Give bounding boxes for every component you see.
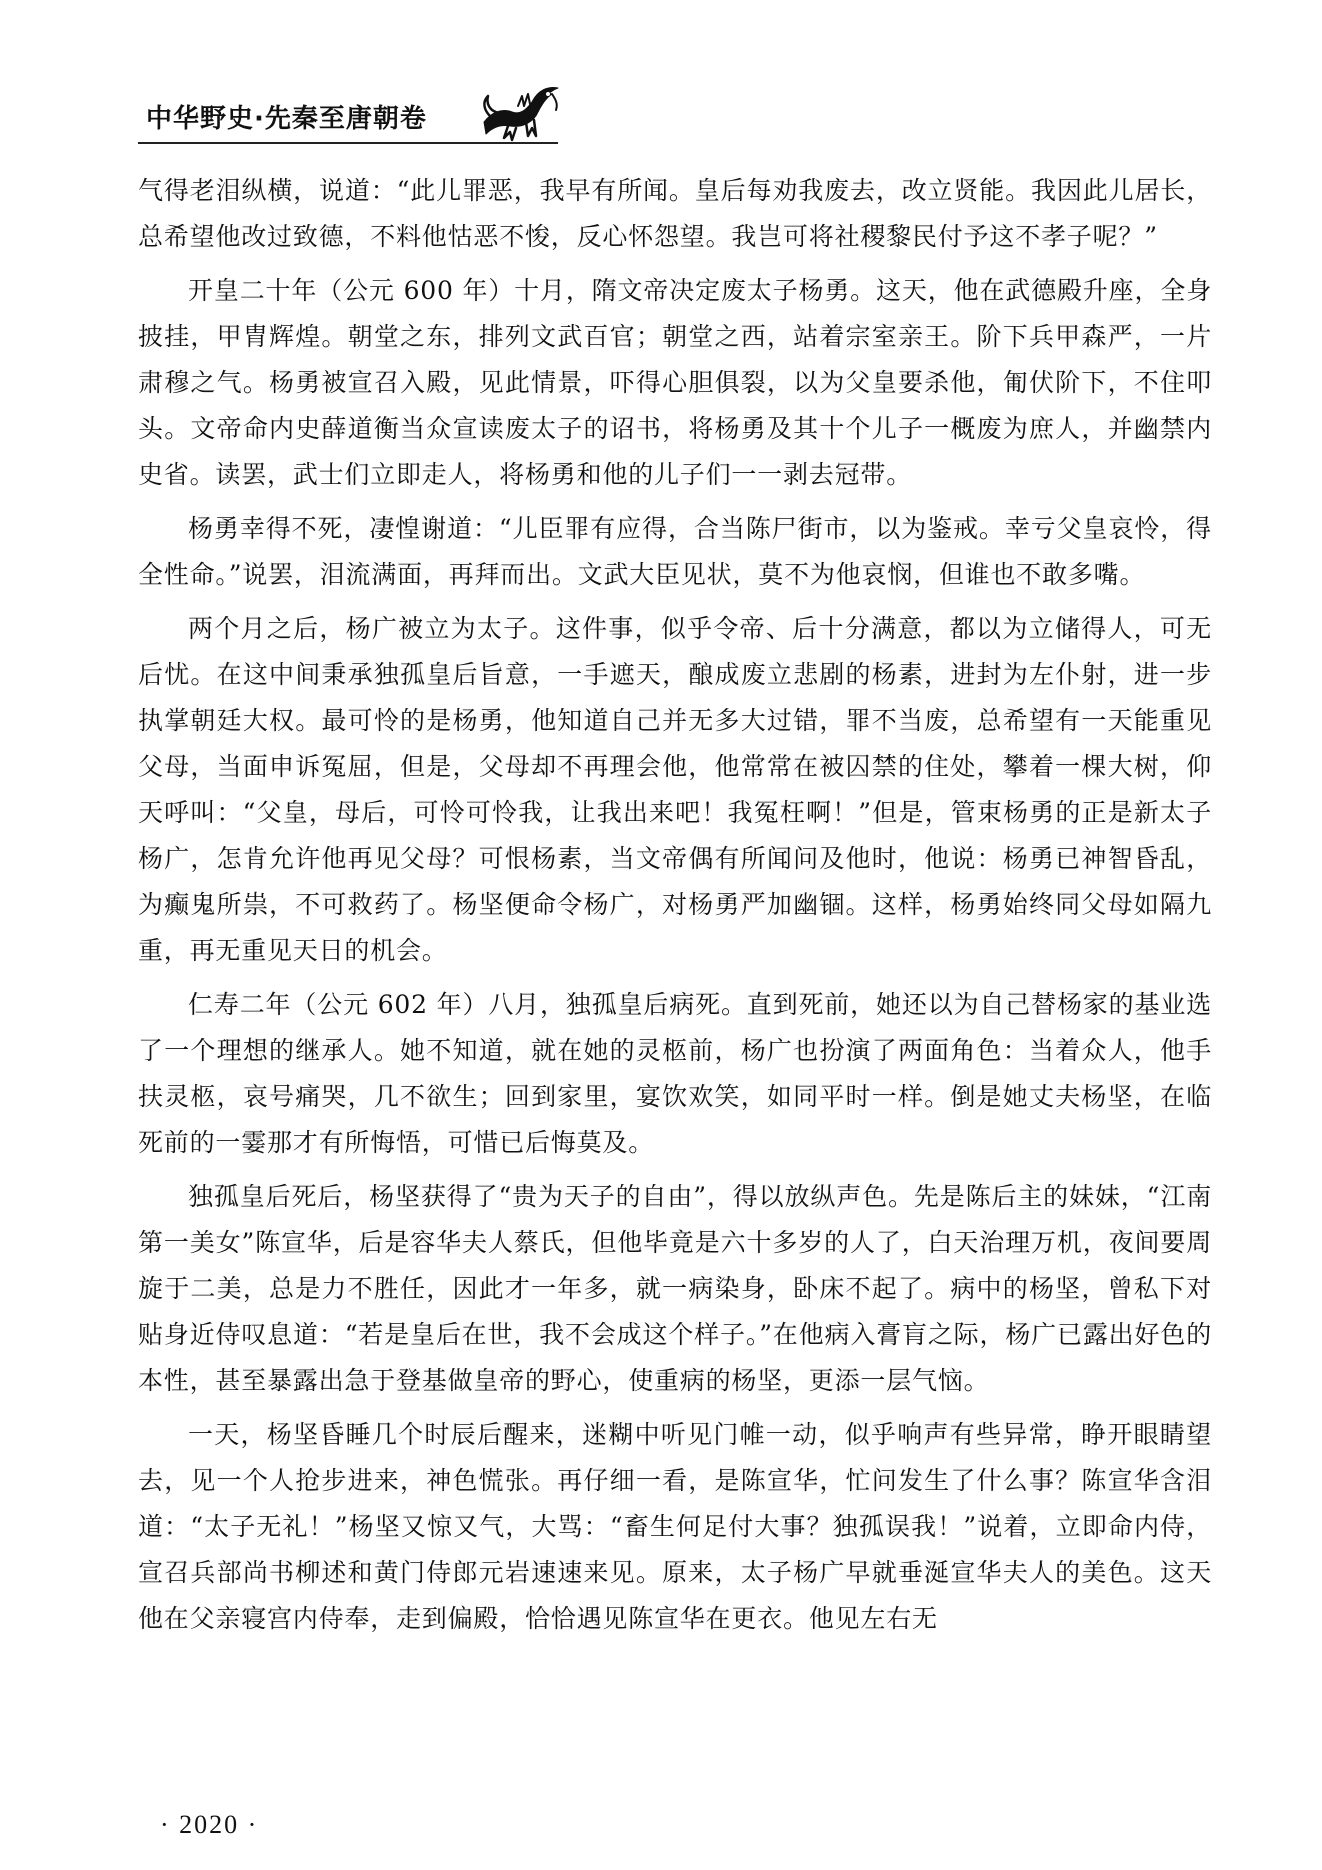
paragraph: 一天，杨坚昏睡几个时辰后醒来，迷糊中听见门帷一动，似乎响声有些异常，睁开眼睛望去，见一个人抢步进来，神色慌张。再仔细一看，是陈宣华，忙问发生了什么事？陈宣华含泪道：“太子无礼！”杨坚又惊又气，大骂：“畜生何足付大事？独孤误我！”说着，立即命内侍，宣召兵部尚书柳述和黄门侍郎元岩速速来见。原来，太子杨广早就垂涎宣华夫人的美色。这天他在父亲寝宫内侍奉，走到偏殿，恰恰遇见陈宣华在更衣。他见左右无: [138, 1420, 1212, 1633]
paragraph: 独孤皇后死后，杨坚获得了“贵为天子的自由”，得以放纵声色。先是陈后主的妹妹，“江南第一美女”陈宣华，后是容华夫人蔡氏，但他毕竟是六十多岁的人了，白天治理万机，夜间要周旋于二美，总是力不胜任，因此才一年多，就一病染身，卧床不起了。病中的杨坚，曾私下对贴身近侍叹息道：“若是皇后在世，我不会成这个样子。”在他病入膏肓之际，杨广已露出好色的本性，甚至暴露出急于登基做皇帝的野心，使重病的杨坚，更添一层气恼。: [138, 1182, 1212, 1395]
paragraph: 气得老泪纵横，说道：“此儿罪恶，我早有所闻。皇后每劝我废去，改立贤能。我因此儿居长，总希望他改过致德，不料他怙恶不悛，反心怀怨望。我岂可将社稷黎民付予这不孝子呢？”: [138, 176, 1212, 251]
paragraph: 开皇二十年（公元 600 年）十月，隋文帝决定废太子杨勇。这天，他在武德殿升座，全身披挂，甲胄辉煌。朝堂之东，排列文武百官；朝堂之西，站着宗室亲王。阶下兵甲森严，一片肃穆之气。杨勇被宣召入殿，见此情景，吓得心胆俱裂，以为父皇要杀他，匍伏阶下，不住叩头。文帝命内史薛道衡当众宣读废太子的诏书，将杨勇及其十个儿子一概废为庶人，并幽禁内史省。读罢，武士们立即走人，将杨勇和他的儿子们一一剥去冠带。: [138, 276, 1212, 489]
header-rule: [138, 142, 558, 144]
page-header: [138, 86, 558, 146]
page-body: [138, 168, 1212, 1650]
running-head-title: 中华野史·先秦至唐朝卷: [146, 104, 427, 134]
paragraph: 两个月之后，杨广被立为太子。这件事，似乎令帝、后十分满意，都以为立储得人，可无后忧。在这中间秉承独孤皇后旨意，一手遮天，酿成废立悲剧的杨素，进封为左仆射，进一步执掌朝廷大权。最可怜的是杨勇，他知道自己并无多大过错，罪不当废，总希望有一天能重见父母，当面申诉冤屈，但是，父母却不再理会他，他常常在被囚禁的住处，攀着一棵大树，仰天呼叫：“父皇，母后，可怜可怜我，让我出来吧！我冤枉啊！”但是，管束杨勇的正是新太子杨广，怎肯允许他再见父母？可恨杨素，当文帝偶有所闻问及他时，他说：杨勇已神智昏乱，为癫鬼所祟，不可救药了。杨坚便命令杨广，对杨勇严加幽锢。这样，杨勇始终同父母如隔九重，再无重见天日的机会。: [138, 614, 1212, 965]
paragraph: 仁寿二年（公元 602 年）八月，独孤皇后病死。直到死前，她还以为自己替杨家的基业选了一个理想的继承人。她不知道，就在她的灵柩前，杨广也扮演了两面角色：当着众人，他手扶灵柩，哀号痛哭，几不欲生；回到家里，宴饮欢笑，如同平时一样。倒是她丈夫杨坚，在临死前的一霎那才有所悔悟，可惜已后悔莫及。: [138, 990, 1212, 1157]
dragon-icon: [478, 82, 562, 142]
paragraph: 杨勇幸得不死，凄惶谢道：“儿臣罪有应得，合当陈尸街市，以为鉴戒。幸亏父皇哀怜，得全性命。”说罢，泪流满面，再拜而出。文武大臣见状，莫不为他哀悯，但谁也不敢多嘴。: [138, 514, 1212, 589]
page-number: · 2020 ·: [160, 1810, 259, 1839]
